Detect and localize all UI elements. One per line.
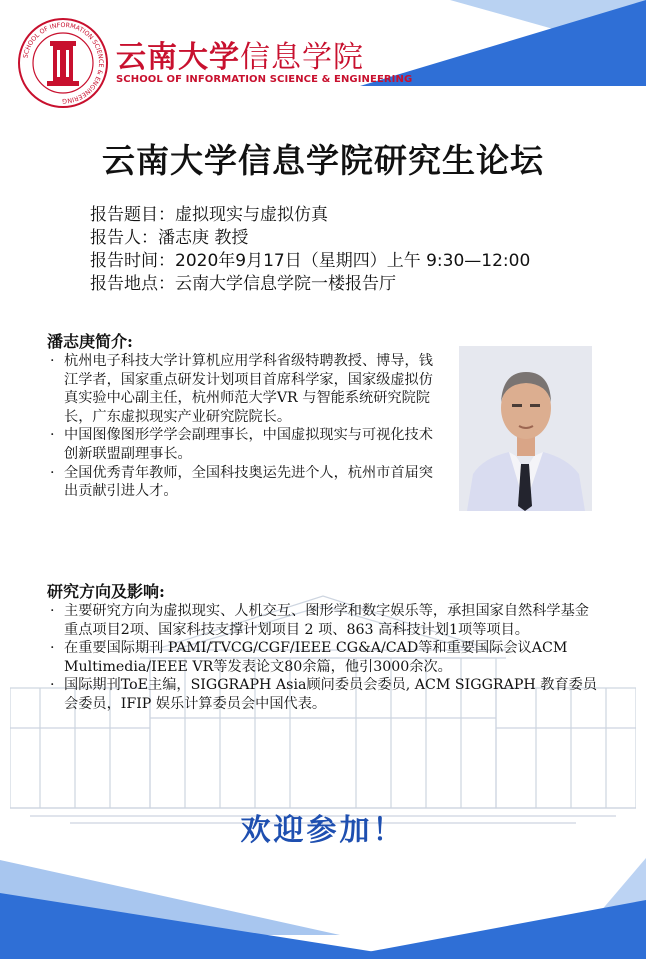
research-heading: 研究方向及影响: bbox=[47, 582, 165, 601]
bio-item: · 全国优秀青年教师，全国科技奥运先进个人，杭州市首届突出贡献引进人才。 bbox=[47, 464, 445, 501]
report-topic: 报告题目：虚拟现实与虚拟仿真 bbox=[90, 205, 328, 225]
report-time: 报告时间：2020年9月17日（星期四）上午 9:30—12:00 bbox=[90, 251, 531, 271]
speaker-portrait bbox=[459, 346, 592, 511]
bio-item: · 杭州电子科技大学计算机应用学科省级特聘教授、博导，钱江学者，国家重点研发计划项目首席科学家，国家级虚拟仿真实验中心副主任，杭州师范大学VR 与智能系统研究院院长，广东虚拟现实产业研究院院长。 bbox=[47, 352, 445, 426]
bottom-right-blue-triangle bbox=[330, 900, 646, 959]
research-item: · 国际期刊ToE主编，SIGGRAPH Asia顾问委员会委员, ACM SIGGRAPH 教育委员会委员，IFIP 娱乐计算委员会中国代表。 bbox=[47, 676, 602, 713]
bio-list bbox=[47, 352, 445, 501]
logo-chinese-name bbox=[116, 32, 364, 76]
research-item: · 在重要国际期刊 PAMI/TVCG/CGF/IEEE CG&A/CAD等和重要国际会议ACM Multimedia/IEEE VR等发表论文80余篇，他引3000余次。 bbox=[47, 639, 602, 676]
university-tower-emblem bbox=[47, 41, 79, 86]
bio-item: · 中国图像图形学学会副理事长，中国虚拟现实与可视化技术创新联盟副理事长。 bbox=[47, 426, 445, 463]
logo-english-name: SCHOOL OF INFORMATION SCIENCE & ENGINEERING bbox=[116, 74, 413, 85]
bottom-left-blue-triangle bbox=[0, 893, 420, 959]
university-emblem-icon bbox=[17, 17, 109, 109]
research-list bbox=[47, 602, 602, 714]
emblem-ring-text: SCHOOL OF INFORMATION SCIENCE & ENGINEERING bbox=[22, 21, 105, 105]
research-item: · 主要研究方向为虚拟现实、人机交互、图形学和数字娱乐等，承担国家自然科学基金重点项目2项、国家科技支撑计划项目 2 项、863 高科技计划1项等项目。 bbox=[47, 602, 602, 639]
report-place: 报告地点：云南大学信息学院一楼报告厅 bbox=[90, 274, 396, 294]
bio-heading: 潘志庚简介: bbox=[47, 332, 133, 351]
report-info bbox=[90, 204, 530, 296]
welcome-message: 欢迎参加！ bbox=[240, 813, 406, 848]
page-title: 云南大学信息学院研究生论坛 bbox=[102, 141, 544, 180]
logo-calligraphy: 云南大学 bbox=[116, 40, 240, 75]
report-speaker: 报告人：潘志庚 教授 bbox=[90, 228, 249, 248]
logo-school-name: 信息学院 bbox=[240, 40, 364, 75]
